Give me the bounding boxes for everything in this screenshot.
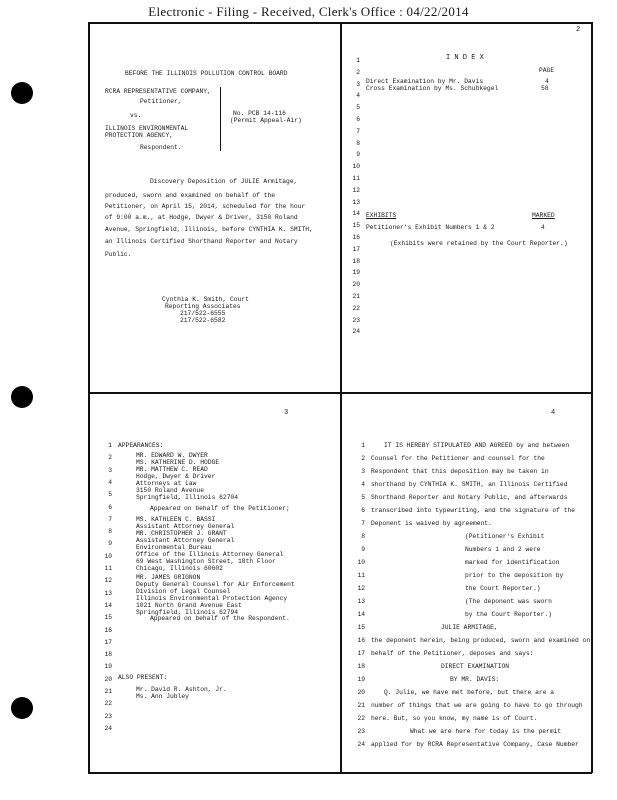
line-number: 11 bbox=[352, 175, 360, 182]
appearances-line: Illinois Environmental Protection Agency bbox=[136, 595, 288, 602]
line-number: 2 bbox=[108, 454, 112, 462]
testimony-line: number of things that we are going to have to go through bbox=[371, 702, 583, 709]
line-number: 7 bbox=[108, 515, 112, 523]
testimony-line: (The deponent was sworn bbox=[465, 598, 552, 605]
body-line: Public. bbox=[105, 251, 132, 258]
line-number: 11 bbox=[357, 572, 365, 579]
line-number: 9 bbox=[361, 546, 365, 553]
appearances-line: Division of Legal Counsel bbox=[136, 588, 231, 595]
line-number: 19 bbox=[357, 676, 365, 683]
testimony-line: JULIE ARMITAGE, bbox=[441, 624, 498, 631]
appearances-line: Springfield, Illinois 62704 bbox=[136, 494, 239, 501]
page-column-label: PAGE bbox=[539, 67, 555, 74]
line-number: 23 bbox=[357, 728, 365, 735]
line-number: 21 bbox=[104, 688, 112, 695]
case-type: (Permit Appeal-Air) bbox=[230, 117, 302, 124]
grid-line-right bbox=[591, 22, 593, 773]
testimony-line: transcribed into typewriting, and the signature of the bbox=[371, 507, 576, 514]
line-number: 23 bbox=[104, 712, 112, 720]
testimony-line: by the Court Reporter.) bbox=[465, 611, 552, 618]
binder-hole-middle bbox=[11, 386, 33, 408]
line-number: 2 bbox=[361, 455, 365, 462]
appearances-line: MS. KATHLEEN C. BASSI bbox=[136, 516, 216, 523]
line-number: 3 bbox=[356, 80, 360, 88]
line-number: 12 bbox=[104, 577, 112, 585]
testimony-line: the deponent herein, being produced, sworn and examined on bbox=[371, 637, 591, 644]
line-number: 7 bbox=[356, 127, 360, 135]
testimony-line: applied for by RCRA Representative Company, Case Number bbox=[371, 741, 579, 748]
line-number: 5 bbox=[361, 494, 365, 501]
testimony-line: DIRECT EXAMINATION bbox=[441, 663, 510, 670]
line-number: 6 bbox=[361, 507, 365, 514]
index-entry-page: 4 bbox=[545, 78, 549, 85]
exhibits-label: EXHIBITS bbox=[366, 212, 397, 219]
line-number: 17 bbox=[352, 245, 360, 253]
board-caption: BEFORE THE ILLINOIS POLLUTION CONTROL BOARD bbox=[125, 70, 288, 77]
appearances-line: Attorneys at Law bbox=[136, 480, 197, 487]
line-number: 18 bbox=[357, 663, 365, 670]
line-number: 9 bbox=[356, 151, 360, 159]
line-number: 18 bbox=[104, 651, 112, 659]
testimony-line: Counsel for the Petitioner and counsel for the bbox=[371, 455, 545, 462]
reporter-line: 217/522-6582 bbox=[180, 317, 226, 324]
testimony-line: the Court Reporter.) bbox=[465, 585, 541, 592]
line-number: 22 bbox=[104, 700, 112, 708]
line-number: 18 bbox=[352, 257, 360, 265]
line-number: 7 bbox=[361, 520, 365, 527]
testimony-line: (Petitioner's Exhibit bbox=[465, 533, 545, 540]
body-line: of 9:00 a.m., at Hodge, Dwyer & Driver, 3150 Roland bbox=[105, 214, 298, 221]
line-number: 4 bbox=[356, 92, 360, 100]
appearances-line: Assistant Attorney General bbox=[136, 537, 235, 544]
appearances-line: ALSO PRESENT: bbox=[118, 674, 168, 681]
body-line: an Illinois Certified Shorthand Reporter and Notary bbox=[105, 238, 298, 245]
line-number: 14 bbox=[104, 601, 112, 609]
testimony-line: prior to the deposition by bbox=[465, 572, 564, 579]
line-number: 4 bbox=[108, 478, 112, 486]
page-number: 3 bbox=[284, 409, 289, 417]
line-number: 3 bbox=[361, 468, 365, 475]
appearances-line: Chicago, Illinois 60602 bbox=[136, 565, 223, 572]
line-number: 20 bbox=[357, 689, 365, 696]
binder-hole-bottom bbox=[11, 697, 33, 719]
page-number: 4 bbox=[551, 409, 556, 417]
line-number: 19 bbox=[104, 663, 112, 671]
line-number: 6 bbox=[108, 503, 112, 511]
line-number: 21 bbox=[357, 702, 365, 709]
appearances-line: Mr. David R. Ashton, Jr. bbox=[136, 686, 227, 693]
respondent-role: Respondent. bbox=[140, 144, 182, 151]
respondent-name-line-1: ILLINOIS ENVIRONMENTAL bbox=[105, 125, 189, 132]
line-number: 14 bbox=[352, 210, 360, 218]
index-entry: Cross Examination by Ms. Schubkegel bbox=[366, 85, 499, 92]
appearances-line: MR. JAMES GRIGNON bbox=[136, 574, 201, 581]
appearances-line: 69 West Washington Street, 18th Floor bbox=[136, 558, 276, 565]
appearances-line: 1021 North Grand Avenue East bbox=[136, 602, 242, 609]
testimony-line: marked for identification bbox=[465, 559, 560, 566]
testimony-line: What we are here for today is the permit bbox=[410, 728, 562, 735]
grid-line-center bbox=[340, 22, 342, 773]
line-number: 2 bbox=[356, 68, 360, 76]
reporter-line: 217/522-6555 bbox=[180, 310, 226, 317]
index-title: I N D E X bbox=[446, 54, 484, 62]
petitioner-name: RCRA REPRESENTATIVE COMPANY, bbox=[105, 88, 211, 95]
line-number: 5 bbox=[108, 491, 112, 499]
line-number: 15 bbox=[104, 614, 112, 622]
line-number: 12 bbox=[352, 186, 360, 194]
line-number: 16 bbox=[357, 637, 365, 644]
binder-hole-top bbox=[11, 82, 33, 104]
reporter-line: Cynthia K. Smith, Court bbox=[162, 296, 249, 303]
line-number: 6 bbox=[356, 116, 360, 123]
case-number: No. PCB 14-116 bbox=[233, 110, 286, 117]
line-number: 17 bbox=[357, 650, 365, 657]
line-number: 10 bbox=[352, 163, 360, 171]
appearances-line: Office of the Illinois Attorney General bbox=[136, 551, 284, 558]
line-number: 10 bbox=[104, 552, 112, 560]
line-number: 1 bbox=[356, 57, 360, 64]
testimony-line: Deponent is waived by agreement. bbox=[371, 520, 492, 527]
line-number: 22 bbox=[352, 304, 360, 312]
line-number: 11 bbox=[104, 565, 112, 572]
testimony-line: behalf of the Petitioner, deposes and says: bbox=[371, 650, 534, 657]
appearances-line: MS. KATHERINE D. HODGE bbox=[136, 459, 220, 466]
testimony-line: Q. Julie, we have met before, but there are a bbox=[384, 689, 555, 696]
body-line: Avenue, Springfield, Illinois, before CYNTHIA K. SMITH, bbox=[105, 226, 313, 233]
appearances-line: Deputy General Counsel for Air Enforcement bbox=[136, 581, 295, 588]
line-number: 20 bbox=[104, 675, 112, 683]
versus: vs. bbox=[130, 112, 142, 119]
testimony-line: Shorthand Reporter and Notary Public, and afterwards bbox=[371, 494, 568, 501]
line-number: 21 bbox=[352, 293, 360, 300]
exhibit-entry: Petitioner's Exhibit Numbers 1 & 2 bbox=[366, 224, 495, 231]
body-line: Petitioner, on April 15, 2014, scheduled for the hour bbox=[105, 203, 306, 210]
line-number: 12 bbox=[357, 585, 365, 592]
line-number: 24 bbox=[104, 724, 112, 732]
line-number: 4 bbox=[361, 481, 365, 488]
appearances-line: MR. MATTHEW C. READ bbox=[136, 466, 208, 473]
line-number: 24 bbox=[357, 741, 365, 748]
line-number: 8 bbox=[108, 528, 112, 536]
exhibit-entry-page: 4 bbox=[541, 224, 545, 231]
page-number: 2 bbox=[576, 26, 581, 34]
appearances-line: APPEARANCES: bbox=[118, 442, 164, 449]
line-number: 20 bbox=[352, 281, 360, 289]
appearances-line: Springfield, Illinois 62794 bbox=[136, 609, 239, 616]
marked-label: MARKED bbox=[532, 212, 555, 219]
appearances-line: Assistant Attorney General bbox=[136, 523, 235, 530]
testimony-line: BY MR. DAVIS: bbox=[450, 676, 500, 683]
line-number: 23 bbox=[352, 316, 360, 324]
line-number: 15 bbox=[357, 624, 365, 631]
petitioner-role: Petitioner, bbox=[140, 98, 182, 105]
line-number: 16 bbox=[352, 234, 360, 241]
line-number: 24 bbox=[352, 328, 360, 336]
appearances-line: Appeared on behalf of the Petitioner; bbox=[150, 505, 290, 512]
line-number: 8 bbox=[356, 139, 360, 147]
line-number: 8 bbox=[361, 533, 365, 540]
appearances-line: Ms. Ann Jubley bbox=[136, 693, 189, 700]
line-number: 1 bbox=[108, 442, 112, 449]
body-line: produced, sworn and examined on behalf of the bbox=[105, 192, 276, 199]
testimony-line: shorthand by CYNTHIA K. SMITH, an Illinois Certified bbox=[371, 481, 568, 488]
grid-line-left bbox=[88, 22, 90, 773]
testimony-line: Respondent that this deposition may be taken in bbox=[371, 468, 549, 475]
index-entry: Direct Examination by Mr. Davis bbox=[366, 78, 484, 85]
filing-header: Electronic - Filing - Received, Clerk's Office : 04/22/2014 bbox=[148, 4, 469, 19]
reporter-line: Reporting Associates bbox=[165, 303, 241, 310]
line-number: 10 bbox=[357, 559, 365, 566]
line-number: 13 bbox=[104, 589, 112, 597]
line-number: 17 bbox=[104, 638, 112, 646]
appearances-line: MR. CHRISTOPHER J. GRANT bbox=[136, 530, 227, 537]
line-number: 22 bbox=[357, 715, 365, 722]
appearances-line: MR. EDWARD W. DWYER bbox=[136, 452, 208, 459]
line-number: 13 bbox=[352, 198, 360, 206]
appearances-line: Hodge, Dwyer & Driver bbox=[136, 473, 216, 480]
body-line: Discovery Deposition of JULIE Armitage, bbox=[150, 178, 298, 185]
exhibit-note: (Exhibits were retained by the Court Reporter.) bbox=[390, 240, 568, 247]
line-number: 13 bbox=[357, 598, 365, 605]
testimony-line: here. But, so you know, my name is of Court. bbox=[371, 715, 538, 722]
appearances-line: Environmental Bureau bbox=[136, 544, 212, 551]
testimony-line: Numbers 1 and 2 were bbox=[465, 546, 541, 553]
caption-bracket bbox=[220, 87, 221, 151]
line-number: 5 bbox=[356, 104, 360, 112]
index-entry-page: 58 bbox=[541, 85, 549, 92]
line-number: 1 bbox=[361, 442, 365, 449]
appearances-line: 3150 Roland Avenue bbox=[136, 487, 205, 494]
testimony-line: IT IS HEREBY STIPULATED AND AGREED by and between bbox=[384, 442, 570, 449]
appearances-line: Appeared on behalf of the Respondent. bbox=[150, 615, 290, 622]
line-number: 15 bbox=[352, 222, 360, 230]
line-number: 3 bbox=[108, 466, 112, 474]
line-number: 9 bbox=[108, 540, 112, 548]
line-number: 19 bbox=[352, 269, 360, 277]
line-number: 16 bbox=[104, 626, 112, 634]
line-number: 14 bbox=[357, 611, 365, 618]
respondent-name-line-2: PROTECTION AGENCY, bbox=[105, 132, 174, 139]
